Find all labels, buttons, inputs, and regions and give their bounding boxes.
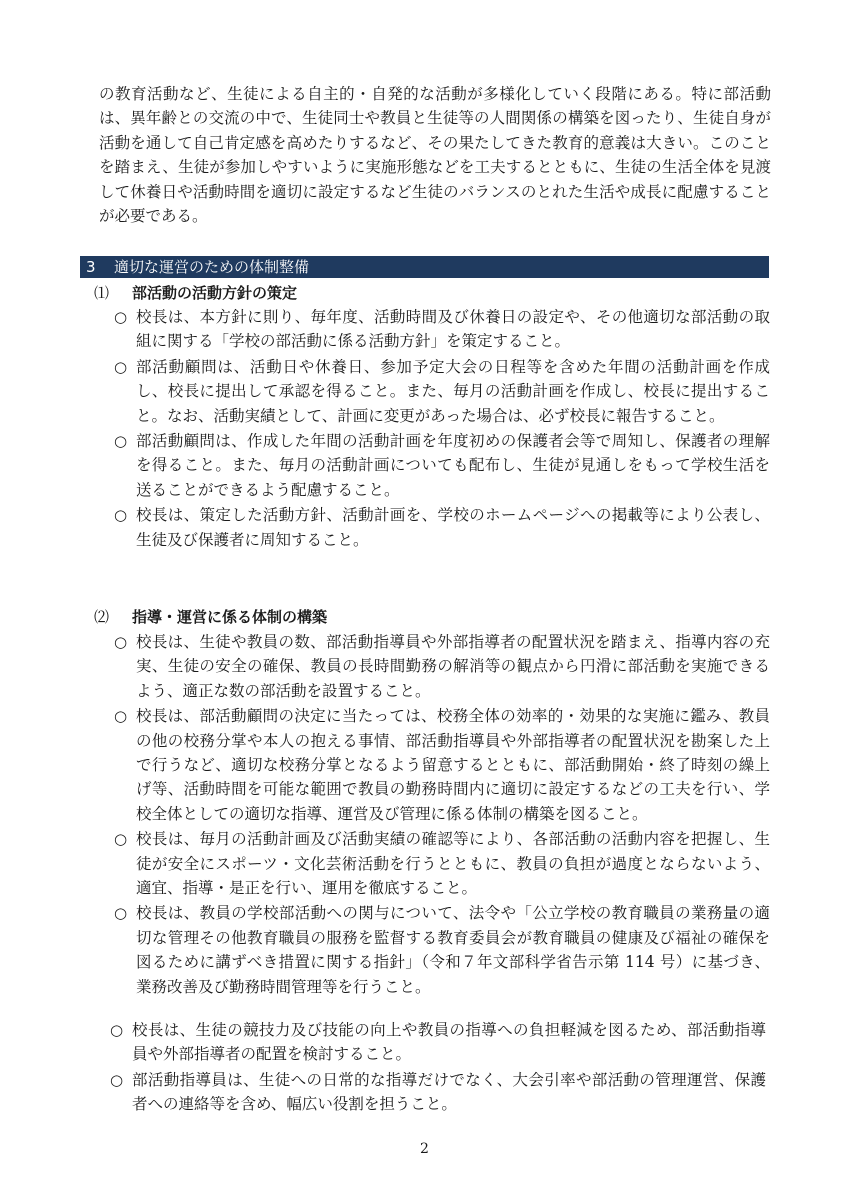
subsection-1-list: [114, 305, 770, 553]
section-number: 3: [86, 258, 96, 276]
circle-bullet-icon: ○: [114, 830, 128, 849]
circle-bullet-icon: ○: [114, 432, 128, 451]
circle-bullet-icon: ○: [114, 506, 128, 525]
list-item: ○ 部活動顧問は、活動日や休養日、参加予定大会の日程等を含めた年間の活動計画を作成し、校長に提出して承認を得ること。また、毎月の活動計画を作成し、校長に提出すること。なお、活動実績として、計画に変更があった場合は、必ず校長に報告すること。: [114, 355, 770, 428]
intro-paragraph: の教育活動など、生徒による自主的・自発的な活動が多様化していく段階にある。特に部活動は、異年齢との交流の中で、生徒同士や教員と生徒等の人間関係の構築を図ったり、生徒自身が活動を通して自己肯定感を高めたりするなど、その果たしてきた教育的意義は大きい。このことを踏まえ、生徒が参加しやすいように実施形態などを工夫するとともに、生徒の生活全体を見渡して休養日や活動時間を適切に設定するなど生徒のバランスのとれた生活や成長に配慮することが必要である。: [99, 85, 771, 226]
subsection-heading-1: [94, 282, 297, 304]
list-item: ○ 校長は、部活動顧問の決定に当たっては、校務全体の効率的・効果的な実施に鑑み、教員の他の校務分掌や本人の抱える事情、部活動指導員や外部指導者の配置状況を勘案した上で行うなど、適切な校務分掌となるよう留意するとともに、部活動開始・終了時刻の繰上げ等、活動時間を可能な範囲で教員の勤務時間内に適切に設定するなどの工夫を行い、学校全体としての適切な指導、運営及び管理に係る体制の構築を図ること。: [114, 704, 770, 826]
subsection-title-1: 部活動の活動方針の策定: [132, 284, 298, 302]
circle-bullet-icon: ○: [114, 308, 128, 326]
circle-bullet-icon: ○: [114, 707, 128, 726]
subsection-number-1: ⑴: [94, 284, 110, 302]
circle-bullet-icon: ○: [114, 633, 128, 651]
subsection-number-2: ⑵: [94, 608, 110, 626]
list-item: ○ 校長は、本方針に則り、毎年度、活動時間及び休養日の設定や、その他適切な部活動の取組に関する「学校の部活動に係る活動方針」を策定すること。: [114, 305, 770, 354]
subsection-2-list-continued: [110, 1018, 766, 1118]
circle-bullet-icon: ○: [114, 904, 128, 923]
subsection-heading-2: [94, 606, 327, 628]
section-heading-bar: [80, 256, 769, 278]
circle-bullet-icon: ○: [110, 1021, 124, 1039]
circle-bullet-icon: ○: [114, 357, 128, 376]
circle-bullet-icon: ○: [110, 1070, 124, 1089]
list-item: ○ 部活動顧問は、作成した年間の活動計画を年度初めの保護者会等で周知し、保護者の理解を得ること。また、毎月の活動計画についても配布し、生徒が見通しをもって学校生活を送ることができるよう配慮すること。: [114, 429, 770, 502]
list-item: ○ 校長は、生徒の競技力及び技能の向上や教員の指導への負担軽減を図るため、部活動指導員や外部指導者の配置を検討すること。: [110, 1018, 766, 1067]
list-item: ○ 校長は、策定した活動方針、活動計画を、学校のホームページへの掲載等により公表し、生徒及び保護者に周知すること。: [114, 503, 770, 552]
subsection-title-2: 指導・運営に係る体制の構築: [132, 608, 328, 626]
list-item: ○ 校長は、教員の学校部活動への関与について、法令や「公立学校の教育職員の業務量の適切な管理その他教育職員の服務を監督する教育委員会が教育職員の健康及び福祉の確保を図るために講ずべき措置に関する指針」（令和７年文部科学省告示第 114 号）に基づき、業務改善及び勤務時間管理等を行うこと。: [114, 901, 770, 999]
page-number: 2: [420, 1141, 429, 1157]
list-item: ○ 部活動指導員は、生徒への日常的な指導だけでなく、大会引率や部活動の管理運営、保護者への連絡等を含め、幅広い役割を担うこと。: [110, 1068, 766, 1117]
section-title: 適切な運営のための体制整備: [114, 258, 310, 276]
subsection-2-list: [114, 630, 770, 1000]
list-item: ○ 校長は、生徒や教員の数、部活動指導員や外部指導者の配置状況を踏まえ、指導内容の充実、生徒の安全の確保、教員の長時間勤務の解消等の観点から円滑に部活動を実施できるよう、適正な数の部活動を設置すること。: [114, 630, 770, 703]
list-item: ○ 校長は、毎月の活動計画及び活動実績の確認等により、各部活動の活動内容を把握し、生徒が安全にスポーツ・文化芸術活動を行うとともに、教員の負担が過度とならないよう、適宜、指導・是正を行い、運用を徹底すること。: [114, 827, 770, 900]
